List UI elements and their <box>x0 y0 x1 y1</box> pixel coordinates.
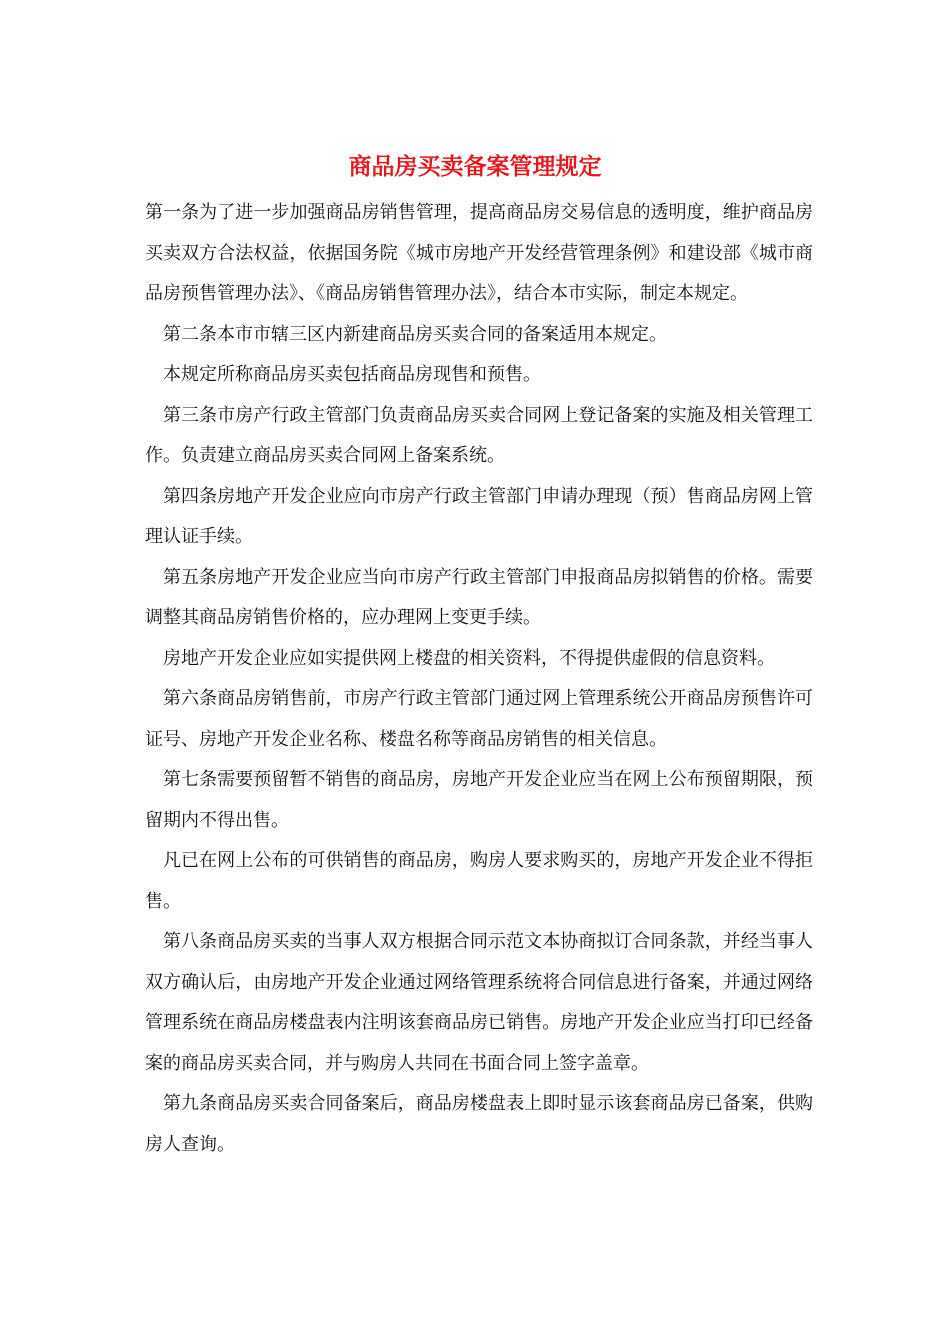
paragraph-article-3: 第三条市房产行政主管部门负责商品房买卖合同网上登记备案的实施及相关管理工作。负责建立商品房买卖合同网上备案系统。 <box>145 404 813 466</box>
paragraph-article-4: 第四条房地产开发企业应向市房产行政主管部门申请办理现（预）售商品房网上管理认证手续。 <box>145 485 813 547</box>
paragraph-article-6: 第六条商品房销售前，市房产行政主管部门通过网上管理系统公开商品房预售许可证号、房地产开发企业名称、楼盘名称等商品房销售的相关信息。 <box>145 688 813 750</box>
paragraph-article-7: 第七条需要预留暂不销售的商品房，房地产开发企业应当在网上公布预留期限，预留期内不得出售。 <box>145 769 813 831</box>
paragraph-article-8: 第八条商品房买卖的当事人双方根据合同示范文本协商拟订合同条款，并经当事人双方确认后，由房地产开发企业通过网络管理系统将合同信息进行备案，并通过网络管理系统在商品房楼盘表内注明该套商品房已销售。房地产开发企业应当打印已经备案的商品房买卖合同，并与购房人共同在书面合同上签字盖章。 <box>145 931 813 1074</box>
paragraph-article-1: 第一条为了进一步加强商品房销售管理，提高商品房交易信息的透明度，维护商品房买卖双方合法权益，依据国务院《城市房地产开发经营管理条例》和建设部《城市商品房预售管理办法》、《商品房销售管理办法》，结合本市实际，制定本规定。 <box>145 202 813 304</box>
paragraph-article-2-scope: 本规定所称商品房买卖包括商品房现售和预售。 <box>163 364 541 385</box>
paragraph-article-5: 第五条房地产开发企业应当向市房产行政主管部门申报商品房拟销售的价格。需要调整其商品房销售价格的，应办理网上变更手续。 <box>145 566 813 628</box>
paragraph-article-9: 第九条商品房买卖合同备案后，商品房楼盘表上即时显示该套商品房已备案，供购房人查询。 <box>145 1093 813 1155</box>
document-title: 商品房买卖备案管理规定 <box>348 153 602 180</box>
paragraph-article-2: 第二条本市市辖三区内新建商品房买卖合同的备案适用本规定。 <box>163 323 667 345</box>
paragraph-article-7-no-refusal: 凡已在网上公布的可供销售的商品房，购房人要求购买的，房地产开发企业不得拒售。 <box>145 850 813 912</box>
paragraph-article-5-materials: 房地产开发企业应如实提供网上楼盘的相关资料，不得提供虚假的信息资料。 <box>163 647 775 669</box>
document-body <box>145 193 813 1165</box>
